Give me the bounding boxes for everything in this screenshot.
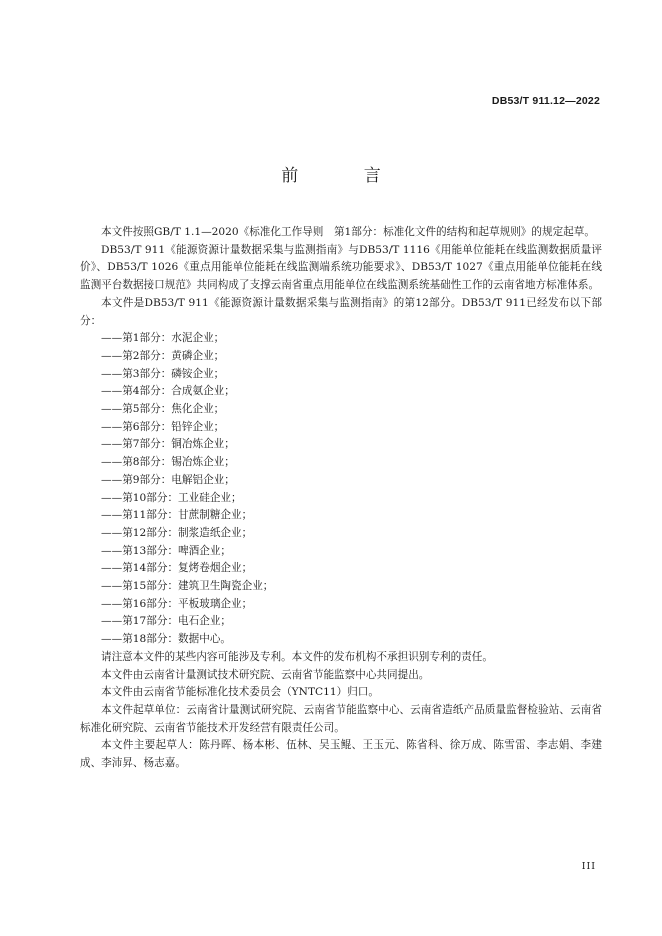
list-item: ——第10部分：工业硅企业；	[101, 491, 242, 504]
list-item: ——第12部分：制浆造纸企业；	[101, 526, 253, 539]
paragraph-standard-system: DB53/T 911《能源资源计量数据采集与监测指南》与DB53/T 1116《用能单位能耗在线监测数据质量评价》、DB53/T 1026《重点用能单位能耗在线监测端系统功能要求》、DB53/T 1027《重点用能单位能耗在线监测平台数据接口规范》共同构成了支撑云南省重点用能单位在线监测系统基础性工作的云南省地方标准体系。	[80, 243, 602, 292]
list-item: ——第13部分：啤酒企业；	[101, 544, 232, 557]
paragraph-proposer: 本文件由云南省计量测试技术研究院、云南省节能监察中心共同提出。	[101, 668, 430, 681]
list-item: ——第11部分：甘蔗制糖企业；	[101, 509, 253, 522]
list-item: ——第17部分：电石企业；	[101, 615, 232, 628]
paragraph-patent-notice: 请注意本文件的某些内容可能涉及专利。本文件的发布机构不承担识别专利的责任。	[101, 650, 493, 663]
list-item: ——第8部分：锡冶炼企业；	[101, 456, 235, 469]
page-title: 前 言	[281, 166, 411, 186]
list-item: ——第2部分：黄磷企业；	[101, 349, 225, 362]
standard-code: DB53/T 911.12—2022	[491, 95, 600, 107]
list-item: ——第9部分：电解铝企业；	[101, 473, 235, 486]
paragraph-drafters: 本文件主要起草人：陈丹晖、杨本彬、伍林、吴玉鲲、王玉元、陈省科、徐万成、陈雪雷、李志娟、李建成、李沛昇、杨志嘉。	[80, 739, 602, 770]
list-item: ——第16部分：平板玻璃企业；	[101, 597, 253, 610]
list-item: ——第18部分：数据中心。	[101, 633, 232, 646]
paragraph-parts-intro: 本文件是DB53/T 911《能源资源计量数据采集与监测指南》的第12部分。DB53/T 911已经发布以下部分：	[80, 296, 602, 327]
list-item: ——第1部分：水泥企业；	[101, 332, 225, 345]
list-item: ——第14部分：复烤卷烟企业；	[101, 562, 253, 575]
list-item: ——第6部分：铅锌企业；	[101, 420, 225, 433]
list-item: ——第15部分：建筑卫生陶瓷企业；	[101, 580, 274, 593]
list-item: ——第3部分：磷铵企业；	[101, 367, 225, 380]
parts-list	[80, 330, 602, 649]
list-item: ——第7部分：铜冶炼企业；	[101, 438, 235, 451]
page-number: III	[581, 861, 596, 872]
list-item: ——第4部分：合成氨企业；	[101, 385, 235, 398]
list-item: ——第5部分：焦化企业；	[101, 403, 225, 416]
foreword-body	[80, 224, 602, 773]
paragraph-administrator: 本文件由云南省节能标准化技术委员会（YNTC11）归口。	[101, 686, 379, 699]
paragraph-drafting-units: 本文件起草单位：云南省计量测试研究院、云南省节能监察中心、云南省造纸产品质量监督检验站、云南省标准化研究院、云南省节能技术开发经营有限责任公司。	[80, 703, 602, 734]
paragraph-drafting-basis: 本文件按照GB/T 1.1—2020《标准化工作导则 第1部分：标准化文件的结构和起草规则》的规定起草。	[101, 226, 595, 238]
